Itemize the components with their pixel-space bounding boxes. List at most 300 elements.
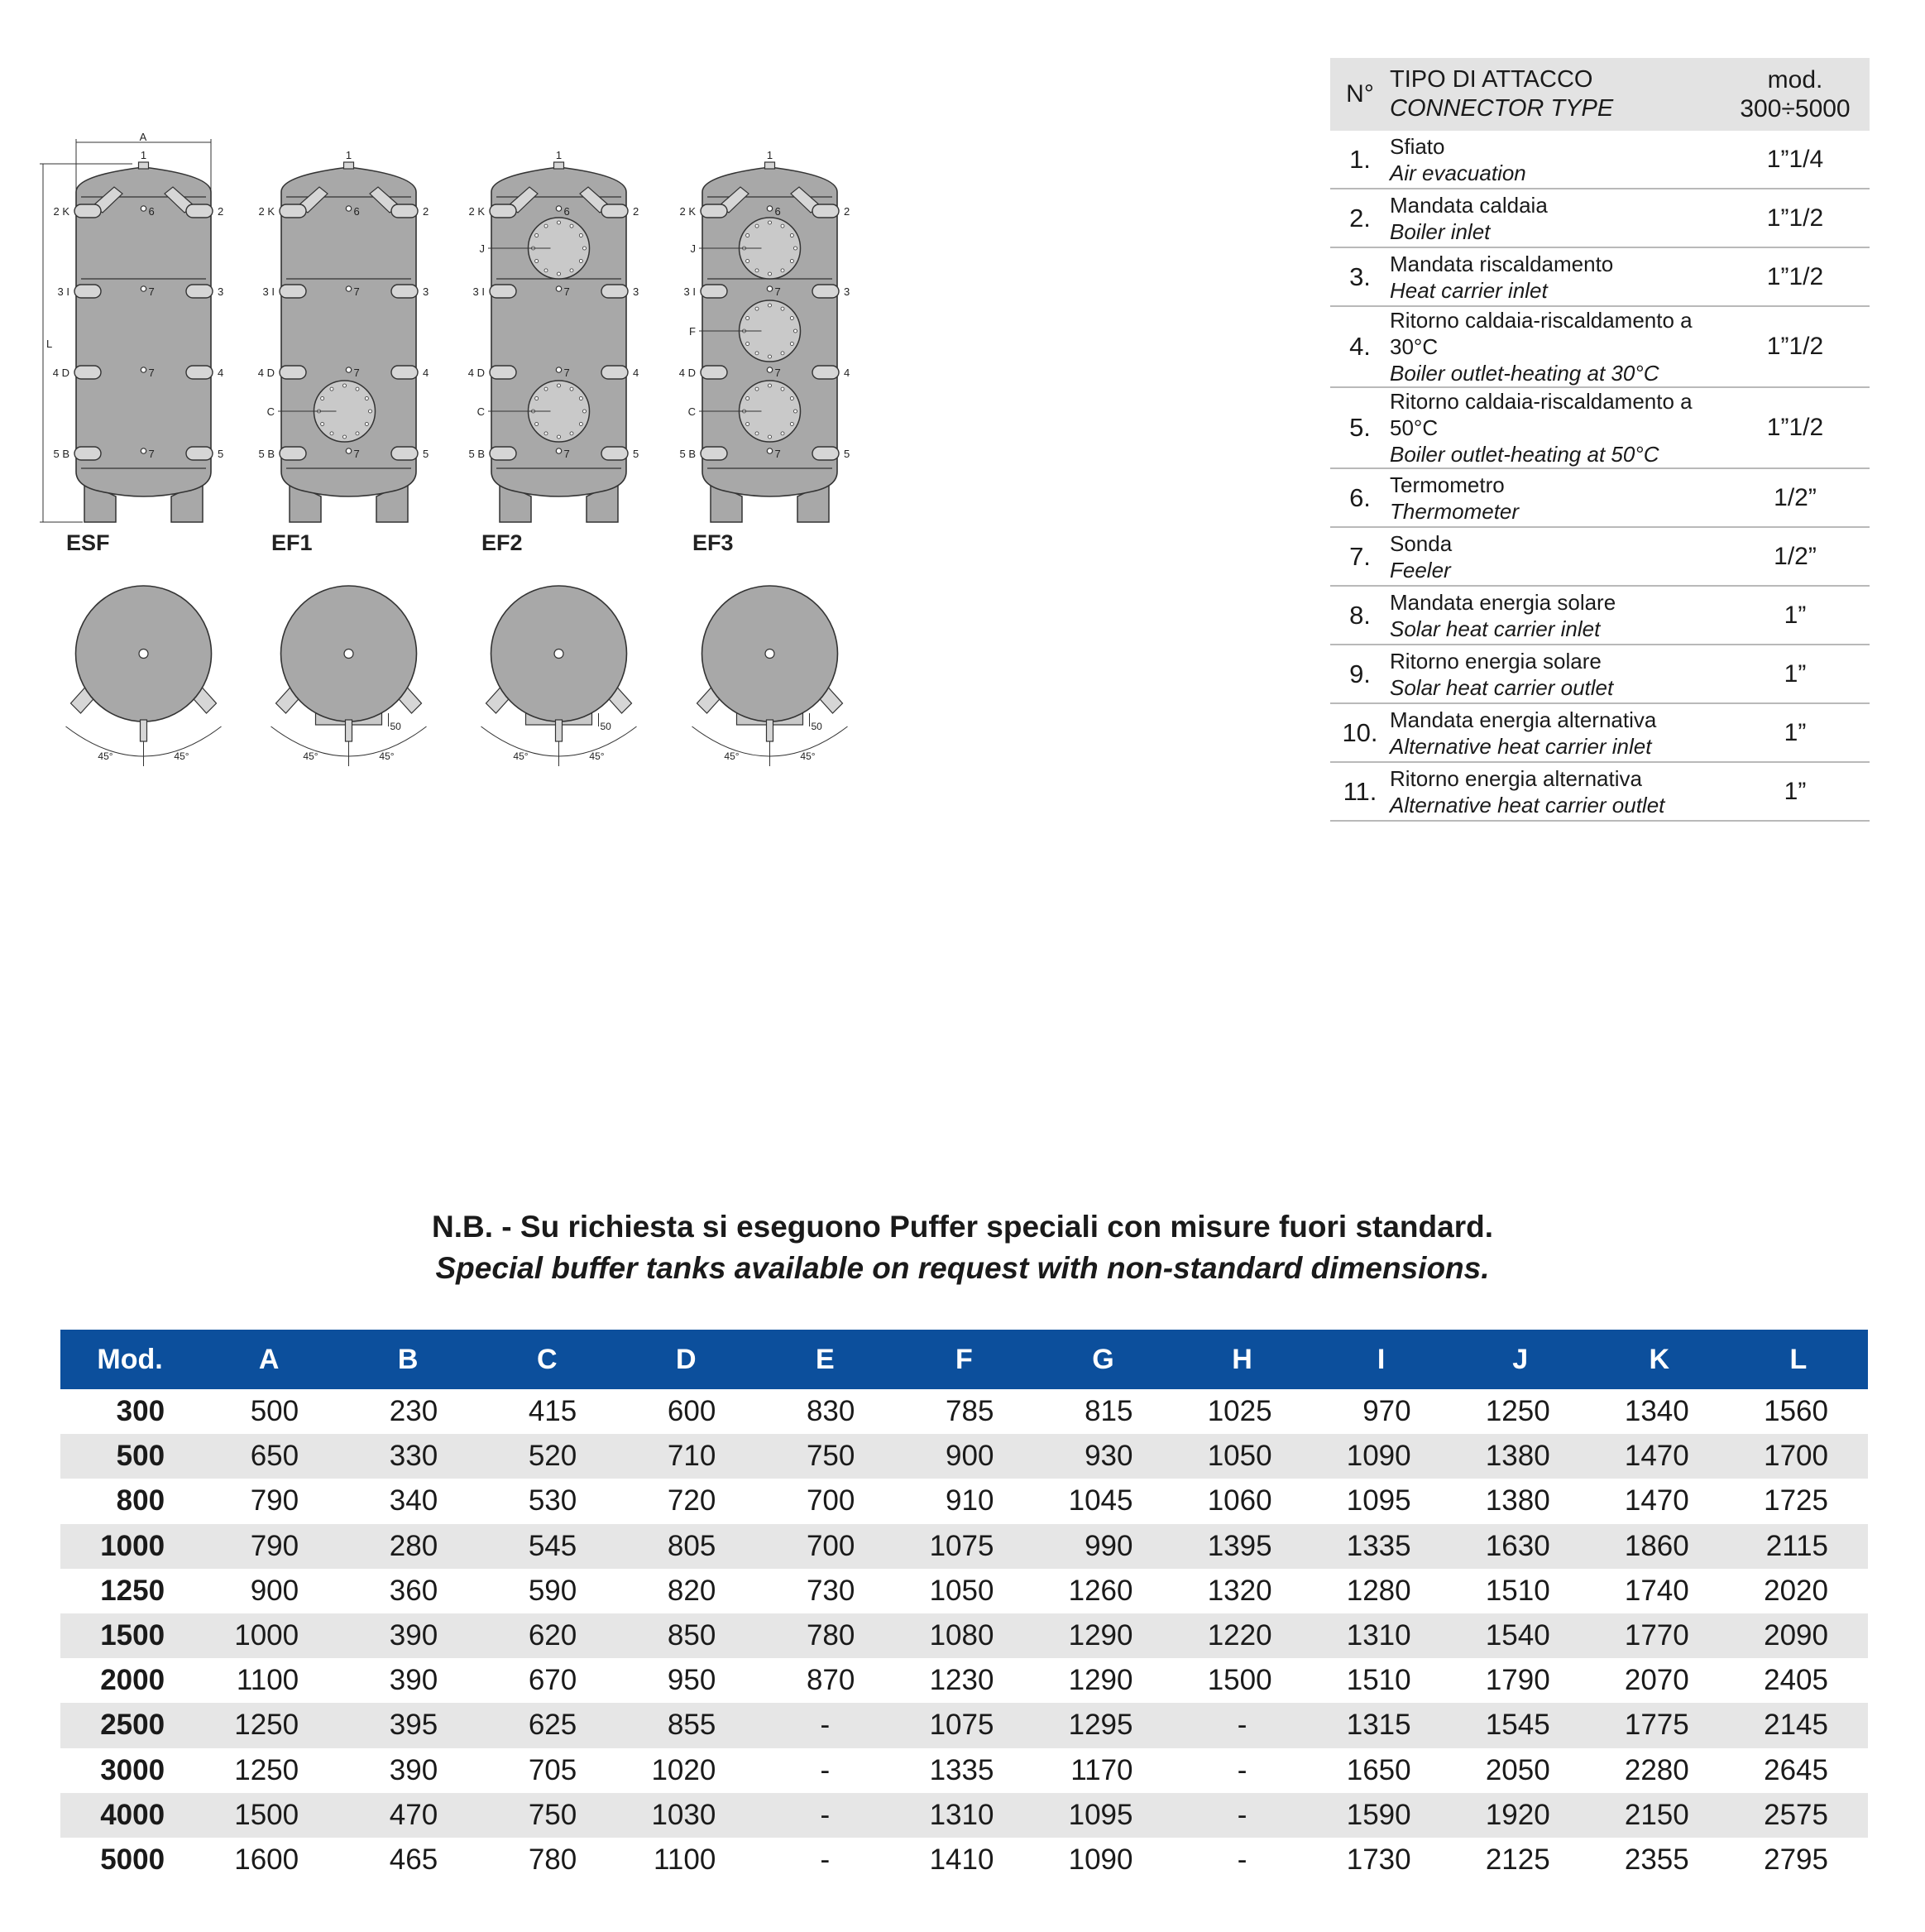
left-port-label: 5 B: [679, 448, 696, 460]
bolt-icon: [781, 432, 784, 435]
dimension-cell: 415: [528, 1395, 577, 1428]
dim-header-d: D: [616, 1330, 755, 1389]
dimension-cell: 1100: [654, 1843, 716, 1876]
connector-row: [1330, 131, 1870, 189]
left-port-label: 2 K: [679, 205, 696, 218]
dimension-cell: 230: [389, 1395, 438, 1428]
dimension-cell: 1730: [1346, 1843, 1411, 1876]
dimension-cell: 1100: [236, 1664, 299, 1697]
dimension-cell: 830: [806, 1395, 855, 1428]
tank-plan-ef2: [481, 586, 637, 766]
bolt-icon: [790, 234, 793, 237]
flange-label: J: [690, 242, 696, 255]
center-port-label: 7: [563, 448, 570, 460]
dimension-cell: 1090: [1312, 1434, 1451, 1479]
connector-number: 6.: [1330, 468, 1390, 527]
dimension-cell: -: [1173, 1793, 1312, 1838]
dimension-cell: 500: [250, 1395, 299, 1428]
dimension-cell: 470: [338, 1793, 477, 1838]
nozzle-icon: [601, 204, 628, 218]
dimensions-table: [60, 1330, 1868, 1882]
connector-number: 5.: [1330, 387, 1390, 468]
dimension-cell: 1775: [1590, 1703, 1729, 1747]
dimension-cell: 750: [755, 1434, 894, 1479]
dimension-cell: 950: [667, 1664, 716, 1697]
right-port-label: 5: [218, 448, 224, 460]
dimension-cell: -: [755, 1703, 894, 1747]
dimension-cell: 1470: [1624, 1484, 1689, 1517]
connector-table-header: [1330, 58, 1870, 131]
bolt-icon: [755, 432, 759, 435]
dimension-cell: 990: [1033, 1524, 1172, 1569]
model-cell: 2500: [60, 1703, 199, 1747]
dimension-cell: 910: [946, 1484, 994, 1517]
dim-header-h: H: [1173, 1330, 1312, 1389]
dimension-cell: 2150: [1590, 1793, 1729, 1838]
connector-size: 1”1/4: [1721, 131, 1870, 189]
header-mod-line2: 300÷5000: [1740, 95, 1851, 122]
bolt-icon: [570, 224, 573, 228]
connector-name-en: Boiler outlet-heating at 30°C: [1390, 361, 1659, 386]
dimension-cell: 1540: [1451, 1613, 1590, 1658]
dimension-cell: 590: [528, 1574, 577, 1607]
bolt-icon: [579, 234, 582, 237]
dimension-cell: 2115: [1729, 1524, 1868, 1569]
nozzle-icon: [280, 447, 306, 460]
connector-description: [1390, 586, 1721, 645]
left-port-label: 4 D: [52, 367, 69, 379]
center-port-label: 7: [353, 367, 360, 379]
dim-header-c: C: [477, 1330, 616, 1389]
sensor-port-icon: [346, 367, 351, 372]
bolt-icon: [579, 423, 582, 426]
center-port-label: 6: [353, 205, 360, 218]
bottom-nozzle-icon: [556, 720, 563, 741]
dimension-cell: 650: [199, 1434, 338, 1479]
connector-row: [1330, 527, 1870, 586]
nozzle-icon: [490, 285, 516, 298]
bolt-icon: [343, 435, 347, 439]
connector-number: 10.: [1330, 703, 1390, 762]
bolt-icon: [755, 352, 759, 355]
right-port-label: 4: [633, 367, 639, 379]
dimension-cell: 1020: [651, 1753, 716, 1786]
model-label: ESF: [66, 530, 110, 555]
center-port-label: 6: [148, 205, 155, 218]
tank-plan-esf: [66, 586, 222, 766]
dimension-cell: 360: [389, 1574, 438, 1607]
bolt-icon: [769, 304, 772, 307]
center-port-label: 6: [774, 205, 781, 218]
dimension-row: [60, 1793, 1868, 1838]
left-port-label: 4 D: [467, 367, 485, 379]
dimension-row: [60, 1434, 1868, 1479]
flange-label: C: [476, 405, 485, 418]
vent-label: 1: [555, 149, 563, 161]
dimension-cell: -: [755, 1793, 894, 1838]
nozzle-icon: [701, 366, 727, 379]
dimension-cell: 520: [477, 1434, 616, 1479]
dimension-cell: 465: [389, 1843, 438, 1876]
nozzle-icon: [490, 204, 516, 218]
connector-number: 2.: [1330, 189, 1390, 247]
dimension-cell: 1740: [1624, 1574, 1689, 1607]
connector-name-en: Heat carrier inlet: [1390, 277, 1548, 303]
dimension-cell: 1320: [1207, 1574, 1272, 1607]
dimension-cell: 2355: [1624, 1843, 1689, 1876]
connector-size: 1”: [1721, 645, 1870, 703]
left-port-label: 5 B: [53, 448, 69, 460]
connector-number: 9.: [1330, 645, 1390, 703]
dimension-cell: 1045: [1068, 1484, 1133, 1517]
connector-number: 11.: [1330, 762, 1390, 821]
connector-row: [1330, 468, 1870, 527]
bolt-icon: [755, 307, 759, 310]
dimension-cell: 1090: [1068, 1843, 1133, 1876]
connector-row: [1330, 189, 1870, 247]
dimension-cell: 1230: [929, 1664, 994, 1697]
left-port-label: 2 K: [258, 205, 275, 218]
bolt-icon: [746, 260, 749, 263]
bolt-icon: [544, 269, 548, 272]
connector-name-it: Ritorno caldaia-riscaldamento a 30°C: [1390, 308, 1693, 359]
bolt-icon: [746, 423, 749, 426]
dimension-cell: 2145: [1729, 1703, 1868, 1747]
sensor-port-icon: [767, 286, 772, 291]
vent-label: 1: [140, 149, 147, 161]
connector-name-it: Mandata energia alternativa: [1390, 707, 1657, 732]
bolt-icon: [321, 397, 324, 400]
tank-elevation-ef3: [679, 149, 850, 555]
right-port-label: 3: [423, 285, 429, 298]
dimension-cell: 785: [946, 1395, 994, 1428]
sensor-port-icon: [767, 367, 772, 372]
connector-size: 1/2”: [1721, 468, 1870, 527]
connector-size: 1”: [1721, 762, 1870, 821]
left-port-label: 4 D: [257, 367, 275, 379]
bolt-icon: [794, 410, 797, 413]
connector-size: 1/2”: [1721, 527, 1870, 586]
bolt-icon: [790, 343, 793, 346]
sensor-port-icon: [556, 448, 561, 453]
tank-drawings: [0, 0, 1291, 1183]
right-port-label: 2: [633, 205, 639, 218]
dimension-cell: 1260: [1068, 1574, 1133, 1607]
dimension-cell: 900: [250, 1574, 299, 1607]
dimension-cell: 1410: [929, 1843, 994, 1876]
dimension-cell: 390: [389, 1664, 438, 1697]
model-cell: 300: [116, 1395, 165, 1428]
bolt-icon: [781, 352, 784, 355]
note-italian: N.B. - Su richiesta si eseguono Puffer speciali con misure fuori standard.: [432, 1210, 1493, 1244]
vent-label: 1: [345, 149, 352, 161]
dimension-cell: 1310: [1312, 1613, 1451, 1658]
nozzle-icon: [812, 366, 839, 379]
vent-hole-icon: [344, 650, 353, 659]
dimension-cell: 815: [1085, 1395, 1133, 1428]
dimension-cell: 2405: [1764, 1664, 1828, 1697]
bolt-icon: [790, 260, 793, 263]
model-cell: 5000: [100, 1843, 165, 1876]
bolt-icon: [544, 387, 548, 391]
dimension-cell: 1280: [1346, 1574, 1411, 1607]
sensor-port-icon: [141, 367, 146, 372]
bolt-icon: [769, 435, 772, 439]
dimensions-header: [60, 1330, 1868, 1389]
dimension-row: [60, 1613, 1868, 1658]
angle-label-left: 45°: [303, 750, 318, 762]
nozzle-icon: [812, 204, 839, 218]
left-port-label: 2 K: [468, 205, 485, 218]
sensor-port-icon: [556, 367, 561, 372]
dimension-cell: 620: [477, 1613, 616, 1658]
bolt-icon: [535, 260, 539, 263]
connector-name-it: Sonda: [1390, 530, 1453, 556]
nozzle-icon: [74, 366, 101, 379]
connector-size: 1”1/2: [1721, 189, 1870, 247]
left-port-label: 4 D: [678, 367, 696, 379]
dim-header-b: B: [338, 1330, 477, 1389]
bolt-icon: [356, 387, 359, 391]
connector-description: [1390, 762, 1721, 821]
dimension-cell: 1600: [234, 1843, 299, 1876]
special-note: [0, 1206, 1925, 1289]
center-port-label: 7: [353, 448, 360, 460]
dimension-l-label: L: [46, 338, 53, 350]
right-port-label: 5: [844, 448, 850, 460]
tank-elevation-esf: [53, 149, 223, 555]
dimension-row: [60, 1389, 1868, 1434]
dimension-cell: 2575: [1729, 1793, 1868, 1838]
bolt-icon: [365, 423, 368, 426]
dimension-cell: 1310: [894, 1793, 1033, 1838]
bolt-icon: [330, 387, 333, 391]
bolt-icon: [558, 272, 561, 276]
connector-description: [1390, 131, 1721, 189]
center-port-label: 7: [563, 367, 570, 379]
angle-label-right: 45°: [379, 750, 395, 762]
dimension-cell: -: [1237, 1843, 1247, 1876]
dimension-cell: 1080: [894, 1613, 1033, 1658]
bolt-icon: [535, 397, 539, 400]
connector-name-en: Boiler inlet: [1390, 218, 1491, 244]
connector-name-it: Sfiato: [1390, 133, 1445, 159]
connector-size: 1”1/2: [1721, 247, 1870, 306]
dimension-cell: 1060: [1207, 1484, 1272, 1517]
dimension-row: [60, 1658, 1868, 1703]
dimension-cell: -: [820, 1843, 831, 1876]
dimension-cell: 1380: [1485, 1484, 1550, 1517]
dimension-cell: 390: [338, 1613, 477, 1658]
model-label: EF3: [692, 530, 734, 555]
center-port-label: 7: [774, 285, 781, 298]
model-cell: 2000: [100, 1664, 165, 1697]
vent-hole-icon: [139, 650, 148, 659]
dim-header-mod: Mod.: [60, 1330, 199, 1389]
dimension-cell: 1290: [1068, 1664, 1133, 1697]
center-port-label: 7: [563, 285, 570, 298]
header-type-it: TIPO DI ATTACCO: [1390, 66, 1593, 93]
connector-name-en: Alternative heat carrier outlet: [1390, 792, 1665, 817]
connector-size: 1”1/2: [1721, 306, 1870, 387]
bolt-icon: [746, 234, 749, 237]
nozzle-icon: [490, 366, 516, 379]
right-port-label: 2: [844, 205, 850, 218]
dimension-cell: 1340: [1624, 1395, 1689, 1428]
nozzle-icon: [812, 447, 839, 460]
bolt-icon: [746, 343, 749, 346]
bolt-icon: [781, 387, 784, 391]
dimension-cell: 2050: [1485, 1753, 1550, 1786]
center-port-label: 7: [148, 448, 155, 460]
bolt-icon: [343, 384, 347, 387]
dimension-cell: 1250: [1485, 1395, 1550, 1428]
dimension-cell: 1650: [1346, 1753, 1411, 1786]
dimension-cell: 395: [338, 1703, 477, 1747]
connector-name-it: Termometro: [1390, 472, 1505, 497]
dim-header-a: A: [199, 1330, 338, 1389]
nozzle-icon: [812, 285, 839, 298]
bottom-nozzle-icon: [346, 720, 352, 741]
bolt-icon: [579, 260, 582, 263]
model-label: EF1: [271, 530, 313, 555]
vent-label: 1: [766, 149, 773, 161]
connector-name-it: Mandata caldaia: [1390, 192, 1548, 218]
bolt-icon: [755, 269, 759, 272]
bolt-icon: [790, 423, 793, 426]
dimension-cell: -: [820, 1753, 831, 1786]
center-port-label: 7: [774, 367, 781, 379]
dimension-cell: 710: [616, 1434, 755, 1479]
dimension-cell: 970: [1362, 1395, 1411, 1428]
connector-description: [1390, 645, 1721, 703]
nozzle-icon: [186, 204, 213, 218]
nozzle-icon: [701, 204, 727, 218]
connector-row: [1330, 762, 1870, 821]
left-port-label: 3 I: [683, 285, 696, 298]
dimension-cell: 1095: [1346, 1484, 1411, 1517]
dimension-cell: 2070: [1624, 1664, 1689, 1697]
dimension-cell: 1630: [1451, 1524, 1590, 1569]
vent-icon: [765, 162, 775, 169]
dimension-cell: 1500: [199, 1793, 338, 1838]
dimension-cell: 545: [477, 1524, 616, 1569]
bolt-icon: [746, 317, 749, 320]
flange-label: J: [479, 242, 485, 255]
header-mod-line1: mod.: [1767, 66, 1823, 93]
nozzle-icon: [391, 447, 418, 460]
offset-label: 50: [390, 721, 401, 732]
dimension-row: [60, 1748, 1868, 1793]
nozzle-icon: [74, 204, 101, 218]
right-port-label: 3: [218, 285, 224, 298]
dimension-cell: 1075: [894, 1703, 1033, 1747]
connector-name-it: Ritorno energia solare: [1390, 648, 1602, 674]
header-type-en: CONNECTOR TYPE: [1390, 95, 1614, 122]
dim-header-l: L: [1729, 1330, 1868, 1389]
dimension-cell: 1095: [1033, 1793, 1172, 1838]
right-port-label: 5: [423, 448, 429, 460]
dimension-cell: 2125: [1485, 1843, 1550, 1876]
dimension-cell: 1315: [1312, 1703, 1451, 1747]
vent-icon: [344, 162, 354, 169]
bolt-icon: [544, 224, 548, 228]
dimension-cell: 780: [528, 1843, 577, 1876]
center-port-label: 7: [148, 285, 155, 298]
connector-description: [1390, 306, 1721, 387]
nozzle-icon: [280, 366, 306, 379]
bolt-icon: [790, 317, 793, 320]
bolt-icon: [769, 355, 772, 358]
dimension-cell: 330: [338, 1434, 477, 1479]
bottom-nozzle-icon: [767, 720, 773, 741]
offset-label: 50: [811, 721, 822, 732]
right-port-label: 5: [633, 448, 639, 460]
bolt-icon: [790, 397, 793, 400]
center-port-label: 7: [148, 367, 155, 379]
dimension-cell: 1250: [199, 1703, 338, 1747]
dimension-cell: 1335: [929, 1753, 994, 1786]
nozzle-icon: [391, 285, 418, 298]
left-port-label: 5 B: [468, 448, 485, 460]
connector-size: 1”1/2: [1721, 387, 1870, 468]
dimension-cell: 720: [667, 1484, 716, 1517]
dimension-cell: 780: [755, 1613, 894, 1658]
vent-hole-icon: [765, 650, 774, 659]
right-port-label: 2: [218, 205, 224, 218]
nozzle-icon: [186, 366, 213, 379]
right-port-label: 3: [633, 285, 639, 298]
right-port-label: 4: [423, 367, 429, 379]
nozzle-icon: [391, 366, 418, 379]
nozzle-icon: [74, 447, 101, 460]
model-cell: 800: [116, 1484, 165, 1517]
bolt-icon: [781, 269, 784, 272]
dimension-cell: 2645: [1764, 1753, 1828, 1786]
dimension-a-label: A: [139, 131, 147, 143]
model-cell: 1500: [60, 1613, 199, 1658]
dimension-cell: 850: [616, 1613, 755, 1658]
bolt-icon: [330, 432, 333, 435]
sensor-port-icon: [556, 286, 561, 291]
dimension-cell: 1335: [1312, 1524, 1451, 1569]
flange-label: F: [689, 325, 696, 338]
dimension-cell: 1290: [1033, 1613, 1172, 1658]
connector-size: 1”: [1721, 703, 1870, 762]
dimension-cell: -: [1237, 1753, 1247, 1786]
connector-table: [1330, 58, 1870, 822]
header-mod: [1721, 58, 1870, 131]
connector-number: 4.: [1330, 306, 1390, 387]
dimension-cell: 790: [250, 1484, 299, 1517]
dimension-cell: 670: [528, 1664, 577, 1697]
connector-description: [1390, 527, 1721, 586]
bolt-icon: [781, 307, 784, 310]
nozzle-icon: [601, 366, 628, 379]
dimension-cell: 2795: [1764, 1843, 1828, 1876]
connector-name-it: Mandata riscaldamento: [1390, 251, 1614, 276]
connector-name-en: Solar heat carrier inlet: [1390, 616, 1601, 641]
dimension-cell: 1770: [1590, 1613, 1729, 1658]
dim-header-g: G: [1033, 1330, 1172, 1389]
dimension-cell: 280: [338, 1524, 477, 1569]
dim-header-j: J: [1451, 1330, 1590, 1389]
dim-header-k: K: [1590, 1330, 1729, 1389]
dimension-cell: 930: [1033, 1434, 1172, 1479]
dimension-cell: 1860: [1590, 1524, 1729, 1569]
connector-name-en: Air evacuation: [1390, 160, 1526, 185]
bolt-icon: [794, 329, 797, 333]
